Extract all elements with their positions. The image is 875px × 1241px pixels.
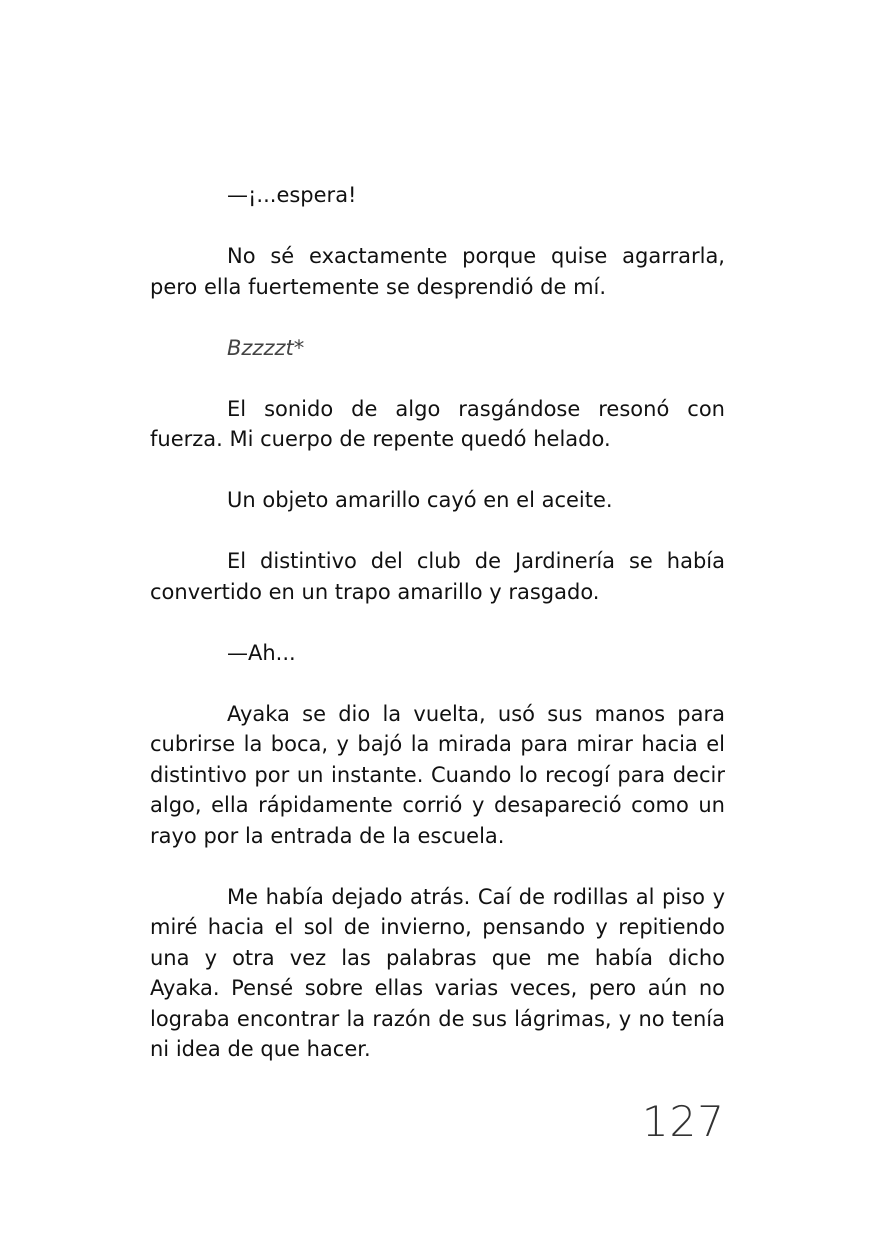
narration-paragraph: No sé exactamente porque quise agarrarla, pero ella fuertemente se desprendió de mí. [150,244,725,299]
page-number: 127 [641,1097,725,1146]
narration-paragraph: Ayaka se dio la vuelta, usó sus manos para cubrirse la boca, y bajó la mirada para mirar hacia el distintivo por un instante. Cuando lo recogí para decir algo, ella rápidamente corrió y desapareció como un rayo por la entrada de la escuela. [150,701,725,848]
body-text [150,180,725,1065]
narration-paragraph: El distintivo del club de Jardinería se había convertido en un trapo amarillo y rasgado. [150,549,725,604]
narration-paragraph: El sonido de algo rasgándose resonó con fuerza. Mi cuerpo de repente quedó helado. [150,396,725,451]
dialogue-paragraph: —Ah... [227,640,296,665]
sound-effect-paragraph: Bzzzzt* [227,335,305,360]
narration-paragraph: Me había dejado atrás. Caí de rodillas al piso y miré hacia el sol de invierno, pensando y repitiendo una y otra vez las palabras que me había dicho Ayaka. Pensé sobre ellas varias veces, pero aún no lograba encontrar la razón de sus lágrimas, y no tenía ni idea de que hacer. [150,884,725,1061]
narration-paragraph: Un objeto amarillo cayó en el aceite. [227,488,613,512]
dialogue-paragraph: —¡...espera! [227,183,357,207]
